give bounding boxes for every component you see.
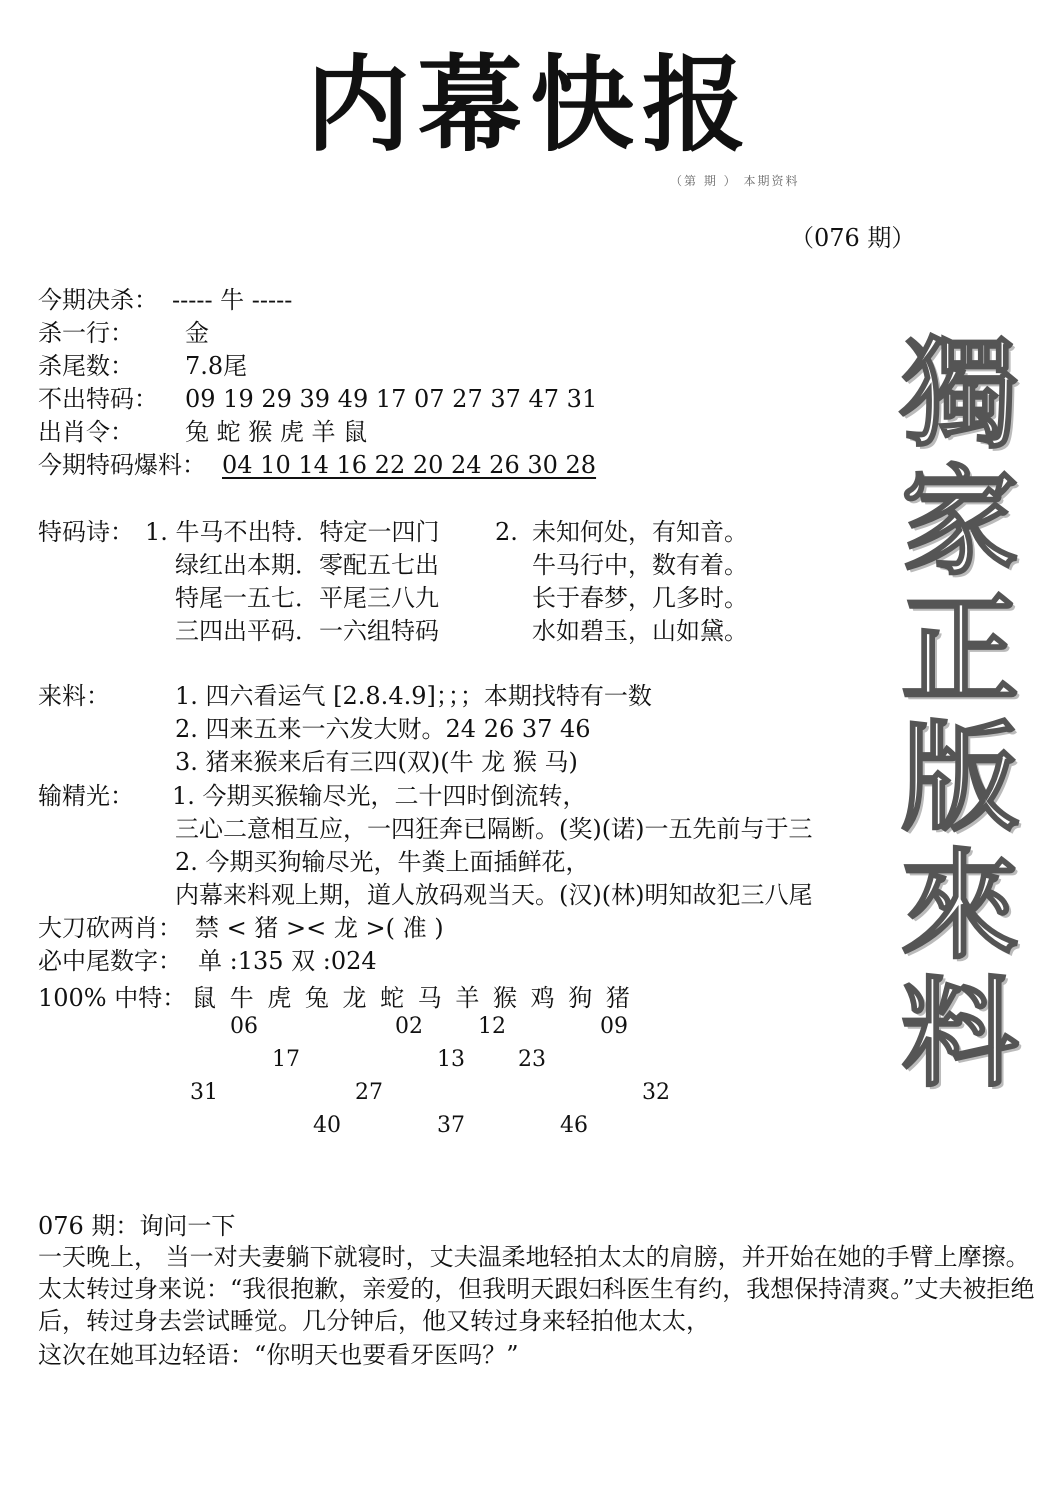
element-label: 杀一行： [38,319,134,347]
number-cell: 13 [437,1047,465,1072]
banner-char: 正 [900,580,1019,719]
must-tail-value: 单 :135 双 :024 [198,947,377,975]
kill-value: ----- 牛 ----- [172,286,293,314]
poem-left-line: 绿红出本期．零配五七出 [175,551,439,579]
material-label: 来料： [38,682,110,710]
poem-right-number: 2. [495,518,518,546]
material-line: 2. 四来五来一六发大财。24 26 37 46 [175,715,591,743]
zodiac-row: 鼠 牛 虎 兔 龙 蛇 马 羊 猴 鸡 狗 猪 [192,984,630,1012]
poem-right-line: 长于春梦，几多时。 [532,584,748,612]
poem-right-line: 未知何处，有知音。 [532,518,748,546]
poem-right-line: 水如碧玉，山如黛。 [532,617,748,645]
number-cell: 06 [230,1014,258,1039]
story-title: 076 期：询问一下 [38,1212,236,1240]
banner-char: 料 [900,964,1019,1103]
element-value: 金 [185,319,209,347]
tip-label: 今期特码爆料： [38,451,206,479]
banner-char: 獨 [900,324,1019,463]
lose-line: 2. 今期买狗输尽光，牛粪上面插鲜花， [175,848,590,876]
poem-left-line: 1. 牛马不出特．特定一四门 [145,518,440,546]
kill-label: 今期决杀： [38,286,158,314]
number-cell: 37 [437,1113,465,1138]
page-title: 内幕快报 [305,44,754,166]
lose-line: 1. 今期买猴输尽光，二十四时倒流转， [172,782,587,810]
number-cell: 17 [272,1047,300,1072]
banner-char: 來 [900,836,1019,975]
zodiac-list: 兔 蛇 猴 虎 羊 鼠 [185,418,368,446]
number-cell: 12 [478,1014,506,1039]
number-cell: 27 [355,1080,383,1105]
material-line: 1. 四六看运气 [2.8.4.9]；；；本期找特有一数 [175,682,652,710]
blade-value: 禁 < 猪 >< 龙 >( 准 ) [195,914,444,942]
exclusive-banner [895,324,1025,1103]
faded-subtitle: （第 期 ） 本期资料 [670,174,800,188]
tail-label: 杀尾数： [38,352,134,380]
number-cell: 09 [600,1014,628,1039]
zodiac-label: 出肖令： [38,418,134,446]
number-cell: 23 [518,1047,546,1072]
material-line: 3. 猪来猴来后有三四(双)(牛 龙 猴 马) [175,748,578,776]
must-tail-label: 必中尾数字： [38,947,182,975]
number-cell: 32 [642,1080,670,1105]
tip-numbers: 04 10 14 16 22 20 24 26 30 28 [222,451,597,479]
hundred-label: 100% 中特： [38,984,187,1012]
issue-number: （076 期） [790,224,916,252]
number-cell: 31 [190,1080,218,1105]
number-cell: 46 [560,1113,588,1138]
story-body: 一天晚上， 当一对夫妻躺下就寝时，丈夫温柔地轻拍太太的肩膀，并开始在她的手臂上摩擦。太太转过身来说：“我很抱歉，亲爱的，但我明天跟妇科医生有约，我想保持清爽。”丈夫被拒绝后，转过身去尝试睡觉。几分钟后，他又转过身来轻拍他太太， [38,1243,1035,1335]
number-cell: 02 [395,1014,423,1039]
story-last-line: 这次在她耳边轻语：“你明天也要看牙医吗？” [38,1341,519,1369]
lose-label: 输精光： [38,782,134,810]
excluded-label: 不出特码： [38,385,158,413]
poem-left-line: 三四出平码．一六组特码 [175,617,439,645]
lose-line: 内幕来料观上期，道人放码观当天。(汉)(林)明知故犯三八尾 [175,881,813,909]
tail-value: 7.8尾 [185,352,248,380]
lose-line: 三心二意相互应，一四狂奔已隔断。(奖)(诺)一五先前与于三 [175,815,813,843]
poem-right-line: 牛马行中，数有着。 [532,551,748,579]
number-cell: 40 [313,1113,341,1138]
excluded-numbers: 09 19 29 39 49 17 07 27 37 47 31 [185,385,598,413]
poem-label: 特码诗： [38,518,134,546]
blade-label: 大刀砍两肖： [38,914,182,942]
banner-char: 家 [900,452,1019,591]
banner-char: 版 [900,708,1019,847]
poem-left-line: 特尾一五七．平尾三八九 [175,584,439,612]
